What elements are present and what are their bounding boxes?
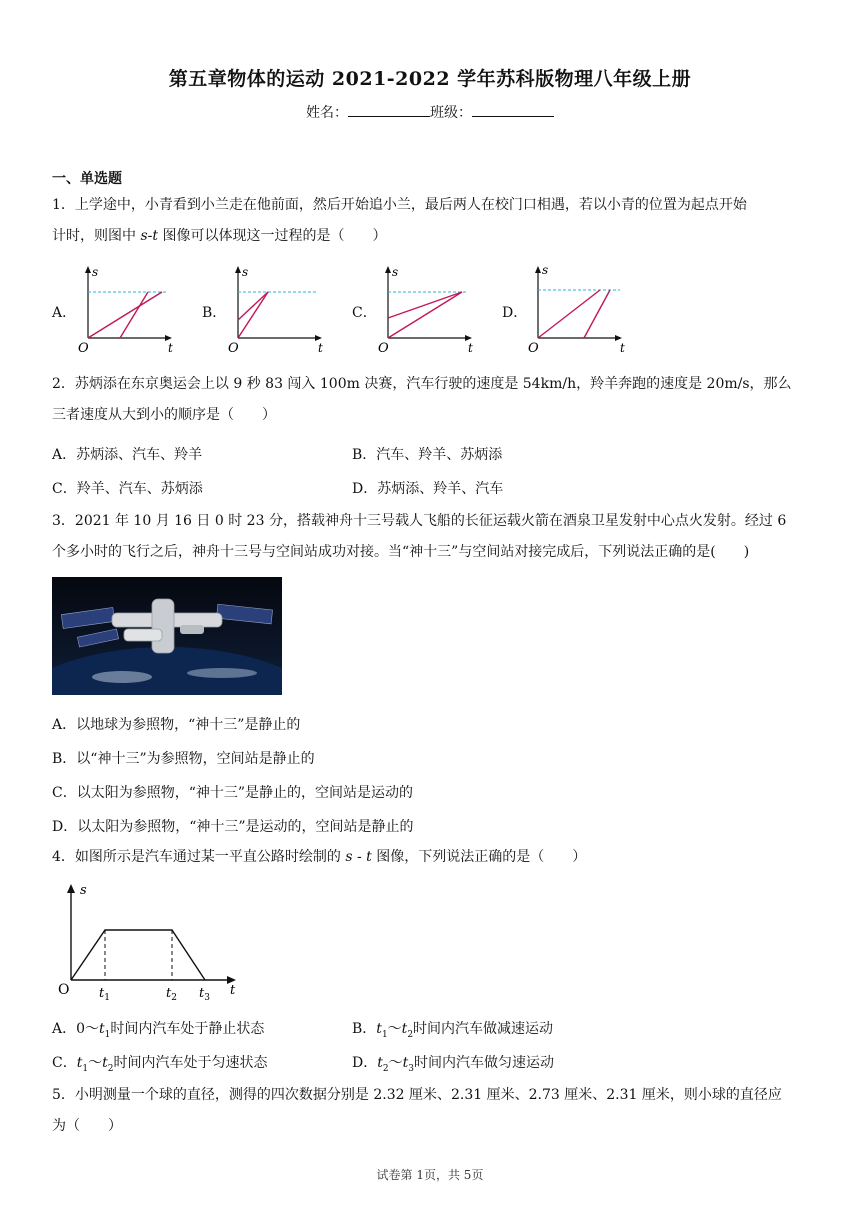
- cloud: [92, 671, 152, 683]
- page-title: 第五章物体的运动 2021-2022 学年苏科版物理八年级上册: [168, 68, 692, 90]
- class-label: 班级：: [430, 105, 472, 121]
- origin-label: O: [78, 341, 89, 356]
- y-axis-arrow: [535, 266, 541, 273]
- q4-option-b: B．$t_1\sim t_2$时间内汽车做减速运动: [352, 1021, 554, 1040]
- q2-option-b: B．汽车、羚羊、苏炳添: [352, 447, 503, 463]
- s-label: s: [542, 263, 549, 277]
- name-label: 姓名：: [306, 105, 348, 121]
- q2-option-c: C．羚羊、汽车、苏炳添: [52, 481, 203, 497]
- origin-label: O: [228, 341, 239, 356]
- t1-label: $t_1$: [99, 986, 110, 1002]
- t-label: t: [230, 983, 236, 998]
- q1-graph-d: [526, 262, 636, 356]
- q1-graph-c: [376, 262, 486, 356]
- spacecraft: [124, 629, 162, 641]
- q2-option-d: D．苏炳添、羚羊、汽车: [352, 481, 504, 497]
- q4-option-d: D．$t_2\sim t_3$时间内汽车做匀速运动: [352, 1055, 554, 1074]
- name-blank: [348, 104, 430, 117]
- node-module: [152, 599, 174, 653]
- s-label: s: [80, 883, 87, 898]
- name-class-row: [0, 102, 860, 122]
- q1-option-c-label: C．: [352, 305, 377, 321]
- page-footer: 试卷第 1页，共 5页: [376, 1168, 484, 1182]
- s-t-curve: [71, 930, 205, 980]
- origin-label: O: [58, 982, 70, 998]
- q3-option-b: B．以“神十三”为参照物，空间站是静止的: [52, 751, 315, 767]
- q4-text-post: 图像，下列说法正确的是（ ）: [371, 849, 587, 865]
- question-2-line1: 2．苏炳添在东京奥运会上以 9 秒 83 闯入 100m 决赛，汽车行驶的速度是 54km/h，羚羊奔跑的速度是 20m/s，那么: [52, 376, 792, 392]
- line-1: [388, 292, 462, 338]
- question-2-line2: 三者速度从大到小的顺序是（ ）: [52, 407, 276, 423]
- q3-option-c: C．以太阳为参照物，“神十三”是静止的，空间站是运动的: [52, 785, 414, 801]
- s-label: s: [92, 265, 99, 279]
- question-1-line2: [52, 221, 812, 252]
- y-axis-arrow: [67, 884, 75, 893]
- question-3-line1: 3．2021 年 10 月 16 日 0 时 23 分，搭载神舟十三号载人飞船的长征运载火箭在酒泉卫星发射中心点火发射。经过 6: [52, 513, 787, 529]
- s-label: s: [392, 265, 399, 279]
- section-heading: 一、单选题: [52, 171, 122, 187]
- question-5: [52, 1080, 812, 1142]
- space-station-image: [52, 577, 282, 695]
- radiator: [180, 625, 204, 634]
- q2-option-a: A．苏炳添、汽车、羚羊: [52, 447, 203, 463]
- line-1: [538, 290, 600, 338]
- q4-text-pre: 4．如图所示是汽车通过某一平直公路时绘制的: [52, 849, 346, 865]
- s-label: s: [242, 265, 249, 279]
- question-2: [52, 369, 812, 431]
- q4-graph: [56, 880, 246, 1002]
- line-2: [584, 290, 610, 338]
- cloud: [187, 668, 257, 678]
- t-label: t: [620, 341, 625, 355]
- q1-text-em: s-t: [140, 228, 158, 244]
- q3-option-a: A．以地球为参照物，“神十三”是静止的: [52, 717, 301, 733]
- question-5-line1: 5．小明测量一个球的直径，测得的四次数据分别是 2.32 厘米、2.31 厘米、2.73 厘米、2.31 厘米，则小球的直径应: [52, 1087, 782, 1103]
- q1-graph-b: [226, 262, 336, 356]
- t-label: t: [318, 341, 323, 355]
- question-3: [52, 506, 812, 568]
- question-4: [52, 842, 812, 873]
- q1-text-pre: 计时，则图中: [52, 228, 141, 244]
- line-2: [388, 292, 462, 318]
- q1-graph-a: [76, 262, 186, 356]
- q1-option-b-label: B．: [202, 305, 227, 321]
- t2-label: $t_2$: [166, 986, 177, 1002]
- y-axis-arrow: [85, 266, 91, 273]
- q4-text-em: s - t: [345, 849, 372, 865]
- q1-option-d-label: D．: [502, 305, 528, 321]
- q4-option-c: C．$t_1\sim t_2$时间内汽车处于匀速状态: [52, 1055, 268, 1074]
- y-axis-arrow: [385, 266, 391, 273]
- question-5-line2: 为（ ）: [52, 1118, 122, 1134]
- question-1-line1: 1．上学途中，小青看到小兰走在他前面，然后开始追小兰，最后两人在校门口相遇，若以小青的位置为起点开始: [52, 197, 747, 213]
- q3-option-d: D．以太阳为参照物，“神十三”是运动的，空间站是静止的: [52, 819, 414, 835]
- y-axis-arrow: [235, 266, 241, 273]
- question-3-line2: 个多小时的飞行之后，神舟十三号与空间站成功对接。当“神十三”与空间站对接完成后，下列说法正确的是( ): [52, 544, 750, 560]
- class-blank: [472, 104, 554, 117]
- q4-option-a: A．$0\sim t_1$时间内汽车处于静止状态: [52, 1021, 265, 1040]
- q1-text-post: 图像可以体现这一过程的是（ ）: [158, 228, 387, 244]
- q1-option-a-label: A．: [52, 305, 77, 321]
- origin-label: O: [378, 341, 389, 356]
- origin-label: O: [528, 341, 539, 356]
- t3-label: $t_3$: [199, 986, 210, 1002]
- t-label: t: [468, 341, 473, 355]
- t-label: t: [168, 341, 173, 355]
- question-1: [52, 190, 812, 252]
